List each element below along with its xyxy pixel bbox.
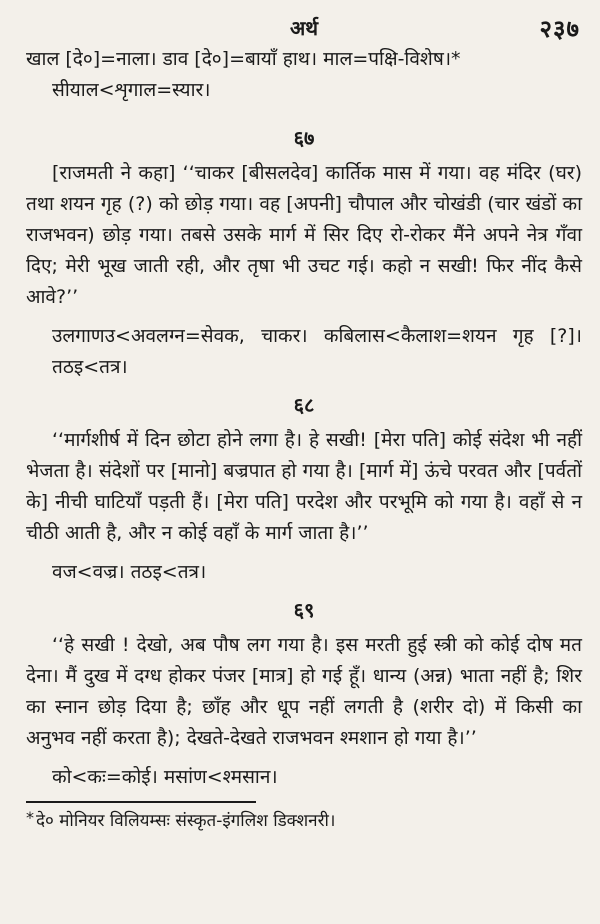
section-number: ६७ <box>293 126 315 150</box>
page-header <box>26 10 582 44</box>
section-paragraph: ‘‘हे सखी ! देखो, अब पौष लग गया है। इस मरती हुई स्त्री को कोई दोष मत देना। मैं दुख में दग्ध होकर पंजर [मात्र] हो गई हूँ। धान्य (अन्न) भाता नहीं है; शिर का स्नान छोड़ दिया है; छाँह और धूप नहीं लगती है (शरीर दो) में किसी का अनुभव नहीं करता है); देखते-देखते राजभवन श्मशान हो गया है।’’ <box>26 634 582 749</box>
section-69 <box>26 596 582 793</box>
footnote-rule <box>26 801 256 803</box>
section-glossary: को<कः=कोई। मसांण<श्मसान। <box>52 766 278 788</box>
footnote-marker: * <box>26 808 34 827</box>
section-paragraph: [राजमती ने कहा] ‘‘चाकर [बीसलदेव] कार्तिक मास में गया। वह मंदिर (घर) तथा शयन गृह (?) को छोड़ गया। वह [अपनी] चौपाल और चोखंडी (चार खंडों का राजभवन) छोड़ गया। तबसे उसके मार्ग में सिर दिए रो-रोकर मैंने अपने नेत्र गँवा दिए; मेरी भूख जाती रही, और तृषा भी उचट गई। कहो न सखी! फिर नींद कैसे आवे?’’ <box>26 162 582 308</box>
section-paragraph: ‘‘मार्गशीर्ष में दिन छोटा होने लगा है। हे सखी! [मेरा पति] कोई संदेश भी नहीं भेजता है। संदेशों पर [मानो] बज्रपात हो गया है। [मार्ग में] ऊंचे परवत और [पर्वतों के] नीची घाटियाँ पड़ती हैं। [मेरा पति] परदेश और परभूमि को गया है। वहाँ से न चीठी आती है, और न कोई वहाँ के मार्ग जाता है।’’ <box>26 429 582 544</box>
page-number: २३७ <box>539 15 580 43</box>
section-number: ६८ <box>293 393 315 417</box>
section-glossary: उलगाणउ<अवलग्न=सेवक, चाकर। कबिलास<कैलाश=शयन गृह [?]। तठइ<तत्र। <box>52 325 582 378</box>
intro-gloss <box>26 44 582 106</box>
intro-gloss-line: खाल [दे०]=नाला। डाव [दे०]=बायाँ हाथ। माल=पक्षि-विशेष।* <box>26 48 461 70</box>
footnote <box>26 808 582 834</box>
running-title: अर्थ <box>289 16 319 40</box>
section-glossary: वज<वज्र। तठइ<तत्र। <box>52 561 207 583</box>
footnote-text: दे० मोनियर विलियम्सः संस्कृत-इंगलिश डिक्शनरी। <box>36 811 336 831</box>
section-number: ६९ <box>293 598 315 622</box>
section-67 <box>26 124 582 383</box>
intro-gloss-line: सीयाल<शृगाल=स्यार। <box>52 79 211 101</box>
section-68 <box>26 391 582 588</box>
